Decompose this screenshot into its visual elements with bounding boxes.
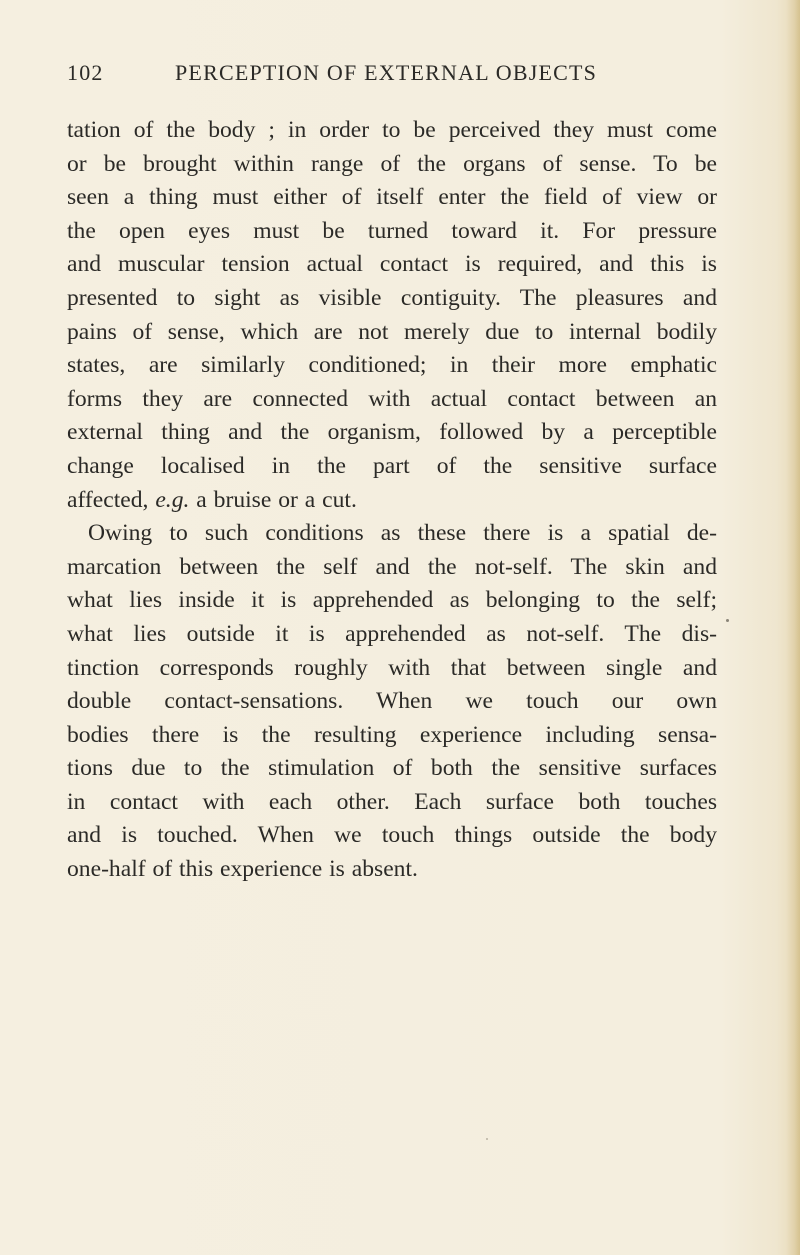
text-line: in contact with each other. Each surface both touches	[67, 788, 717, 815]
text-line: tinction corresponds roughly with that between single and	[67, 654, 717, 681]
text-line: external thing and the organism, followed by a perceptible	[67, 419, 717, 446]
text-line: the open eyes must be turned toward it. For pressure	[67, 217, 717, 244]
text-line: bodies there is the resulting experience including sensa-	[67, 721, 717, 748]
running-title: PERCEPTION OF EXTERNAL OBJECTS	[175, 60, 598, 85]
margin-mark	[726, 619, 729, 622]
text-line: pains of sense, which are not merely due to internal bodily	[67, 318, 717, 345]
text-line: what lies inside it is apprehended as belonging to the self;	[67, 587, 717, 614]
paper-speck	[486, 1138, 488, 1140]
text-fragment: a bruise or a cut.	[189, 486, 357, 513]
text-line: and is touched. When we touch things outside the body	[67, 822, 717, 849]
text-line: tions due to the stimulation of both the sensitive surfaces	[67, 755, 717, 782]
text-line: seen a thing must either of itself enter the field of view or	[67, 184, 717, 211]
body-text	[67, 114, 717, 887]
text-line: what lies outside it is apprehended as not-self. The dis-	[67, 620, 717, 647]
text-line: change localised in the part of the sensitive surface	[67, 452, 717, 479]
text-line: and muscular tension actual contact is required, and this is	[67, 251, 717, 278]
text-line: states, are similarly conditioned; in their more emphatic	[67, 352, 717, 379]
text-line: Owing to such conditions as these there is a spatial de-	[88, 520, 717, 547]
text-line: forms they are connected with actual contact between an	[67, 385, 717, 412]
text-line: presented to sight as visible contiguity. The pleasures and	[67, 284, 717, 311]
italic-abbreviation: e.g.	[155, 486, 190, 513]
page-number: 102	[67, 60, 104, 85]
text-line	[67, 484, 717, 518]
text-line: marcation between the self and the not-self. The skin and	[67, 553, 717, 580]
text-line: or be brought within range of the organs of sense. To be	[67, 150, 717, 177]
text-line: tation of the body ; in order to be perceived they must come	[67, 117, 717, 143]
text-line: double contact-sensations. When we touch our own	[67, 688, 717, 715]
text-line: one-half of this experience is absent.	[67, 856, 418, 883]
page-edge-shadow	[786, 0, 800, 1255]
text-fragment: affected,	[67, 486, 156, 513]
running-head	[67, 60, 717, 90]
